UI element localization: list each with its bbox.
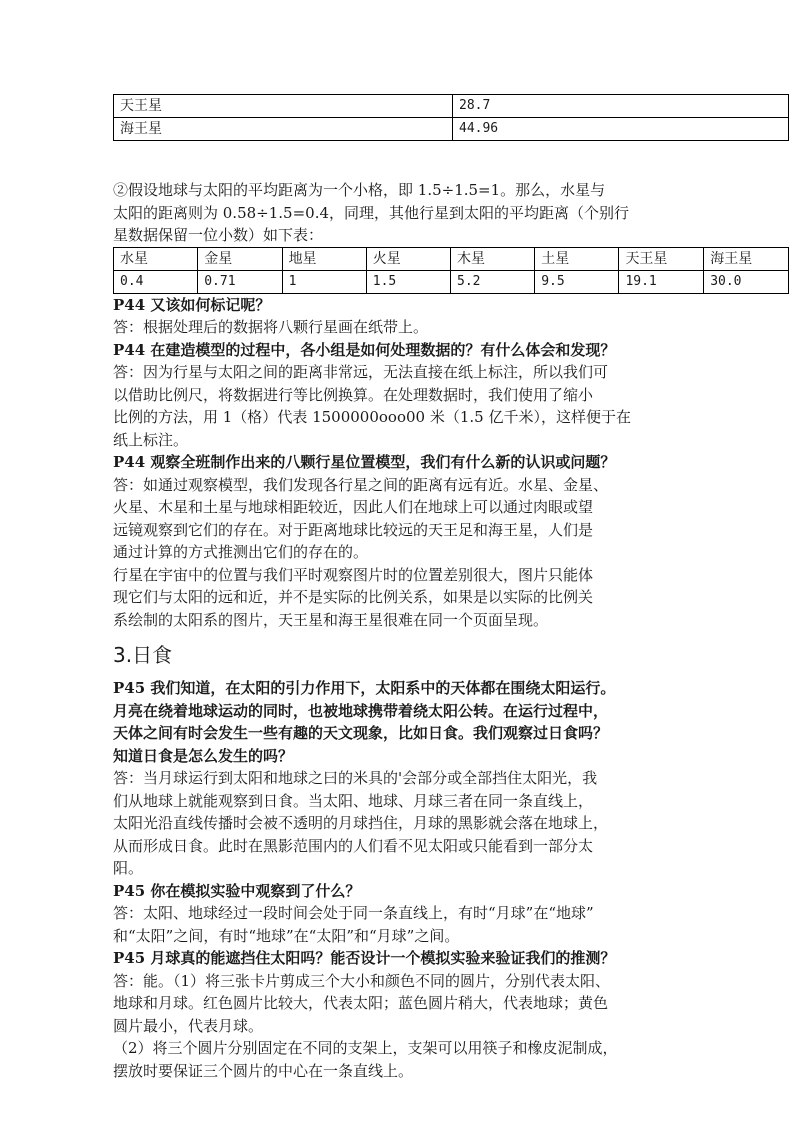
answer-line: 比例的方法，用 1（格）代表 1500000ooo00 米（1.5 亿千米），这样便于在 <box>113 408 631 426</box>
question-p45-eclipse: P45 我们知道，在太阳的引力作用下，太阳系中的天体都在围绕太阳运行。 <box>113 679 616 697</box>
table-cell-value: 0.71 <box>198 270 282 293</box>
answer-line: 远镜观察到它们的存在。对于距离地球比较远的天王足和海王星，人们是 <box>113 520 594 539</box>
answer-line: 太阳光沿直线传播时会被不透明的月球挡住，月球的黑影就会落在地球上， <box>113 814 609 832</box>
table-header-cell: 水星 <box>114 247 198 270</box>
section-heading <box>113 641 769 669</box>
table-cell-value: 30.0 <box>704 270 789 293</box>
table-cell-value: 44.96 <box>453 118 789 141</box>
table-header-cell: 金星 <box>198 247 282 270</box>
table-cell-value: 9.5 <box>535 270 619 293</box>
answer-line: 纸上标注。 <box>113 430 189 449</box>
answer-line: 行星在宇宙中的位置与我们平时观察图片时的位置差别很大，图片只能体 <box>113 565 594 584</box>
answer-line: 以借助比例尺，将数据进行等比例换算。在处理数据时，我们使用了缩小 <box>113 385 594 404</box>
question-p45-experiment: P45 月球真的能遮挡住太阳吗？能否设计一个模拟实验来验证我们的推测？ <box>113 949 616 967</box>
answer-line: 从而形成日食。此时在黑影范围内的人们看不见太阳或只能看到一部分太 <box>113 836 594 855</box>
table-cell-value: 1 <box>282 270 366 293</box>
table-cell-value: 19.1 <box>619 270 704 293</box>
answer-line: 和“太阳”之间，有时“地球”在“太阳”和“月球”之间。 <box>113 926 460 945</box>
table-cell-name: 天王星 <box>114 95 453 118</box>
table-header-cell: 天王星 <box>619 247 704 270</box>
answer-line: （2）将三个圆片分别固定在不同的支架上，支架可以用筷子和橡皮泥制成， <box>113 1039 618 1057</box>
question-p45-eclipse: 知道日食是怎么发生的吗？ <box>113 746 294 765</box>
intro-line: 太阳的距离则为 0.58÷1.5=0.4，同理，其他行星到太阳的平均距离（个别行 <box>113 203 630 222</box>
table-header-cell: 土星 <box>535 247 619 270</box>
table-row <box>114 118 789 141</box>
planet-ratio-table <box>113 247 789 294</box>
table-header-cell: 地星 <box>282 247 366 270</box>
table-cell-value: 1.5 <box>366 270 450 293</box>
intro-line: 星数据保留一位小数）如下表： <box>113 226 324 244</box>
question-p44-observe: P44 观察全班制作出来的八颗行星位置模型，我们有什么新的认识或问题？ <box>113 453 616 471</box>
document-page <box>113 94 769 1082</box>
answer-line: 答：当月球运行到太阳和地球之曰的米具的'会部分或全部挡住太阳光，我 <box>113 769 598 787</box>
table-cell-value: 28.7 <box>453 95 789 118</box>
answer-line: 地球和月球。红色圆片比较大，代表太阳；蓝色圆片稍大，代表地球；黄色 <box>113 994 609 1012</box>
answer-line: 答：因为行星与太阳之间的距离非常远，无法直接在纸上标注，所以我们可 <box>113 363 609 381</box>
table-cell-value: 0.4 <box>114 270 198 293</box>
answer-line: 圆片最小，代表月球。 <box>113 1016 264 1035</box>
answer-line: 摆放时要保证三个圆片的中心在一条直线上。 <box>113 1061 414 1080</box>
answer-line: 答：如通过观察模型，我们发现各行星之间的距离有远有近。水星、金星、 <box>113 475 609 494</box>
table-cell-name: 海王星 <box>114 118 453 141</box>
intro-line: ②假设地球与太阳的平均距离为一个小格，即 1.5÷1.5=1。那么，水星与 <box>113 181 606 199</box>
table-row <box>114 270 789 293</box>
table-cell-value: 5.2 <box>451 270 535 293</box>
question-p45-eclipse: 天体之间有时会发生一些有趣的天文现象，比如日食。我们观察过日食吗？ <box>113 724 609 742</box>
answer-line: 系绘制的太阳系的图片，天王星和海王星很难在同一个页面呈现。 <box>113 610 549 629</box>
answer-line: 们从地球上就能观察到日食。当太阳、地球、月球三者在同一条直线上， <box>113 791 594 810</box>
section-title: 日食 <box>132 643 173 667</box>
question-p45-simulation: P45 你在模拟实验中观察到了什么？ <box>113 881 361 900</box>
question-p45-eclipse: 月亮在绕着地球运动的同时，也被地球携带着绕太阳公转。在运行过程中， <box>113 701 609 720</box>
table-header-cell: 火星 <box>366 247 450 270</box>
section-number: 3. <box>113 643 133 667</box>
answer-line: 火星、木星和土星与地球相距较近，因此人们在地球上可以通过肉眼或望 <box>113 498 594 516</box>
answer-line: 通过计算的方式推测出它们的存在的。 <box>113 543 369 561</box>
question-p44-marking: P44 又该如何标记呢？ <box>113 295 271 314</box>
answer-line: 答：太阳、地球经过一段时间会处于同一条直线上，有时“月球”在“地球” <box>113 904 594 922</box>
table-header-cell: 海王星 <box>704 247 789 270</box>
answer-line: 阳。 <box>113 859 144 877</box>
question-p44-data: P44 在建造模型的过程中，各小组是如何处理数据的？有什么体会和发现？ <box>113 340 616 359</box>
answer-line: 现它们与太阳的远和近，并不是实际的比例关系，如果是以实际的比例关 <box>113 588 594 606</box>
table-row <box>114 95 789 118</box>
planet-distance-table-continued <box>113 94 789 141</box>
answer-line: 答：能。（1）将三张卡片剪成三个大小和颜色不同的圆片，分别代表太阳、 <box>113 971 611 990</box>
table-header-cell: 木星 <box>451 247 535 270</box>
answer-line: 答：根据处理后的数据将八颗行星画在纸带上。 <box>113 318 429 336</box>
table-header-row <box>114 247 789 270</box>
